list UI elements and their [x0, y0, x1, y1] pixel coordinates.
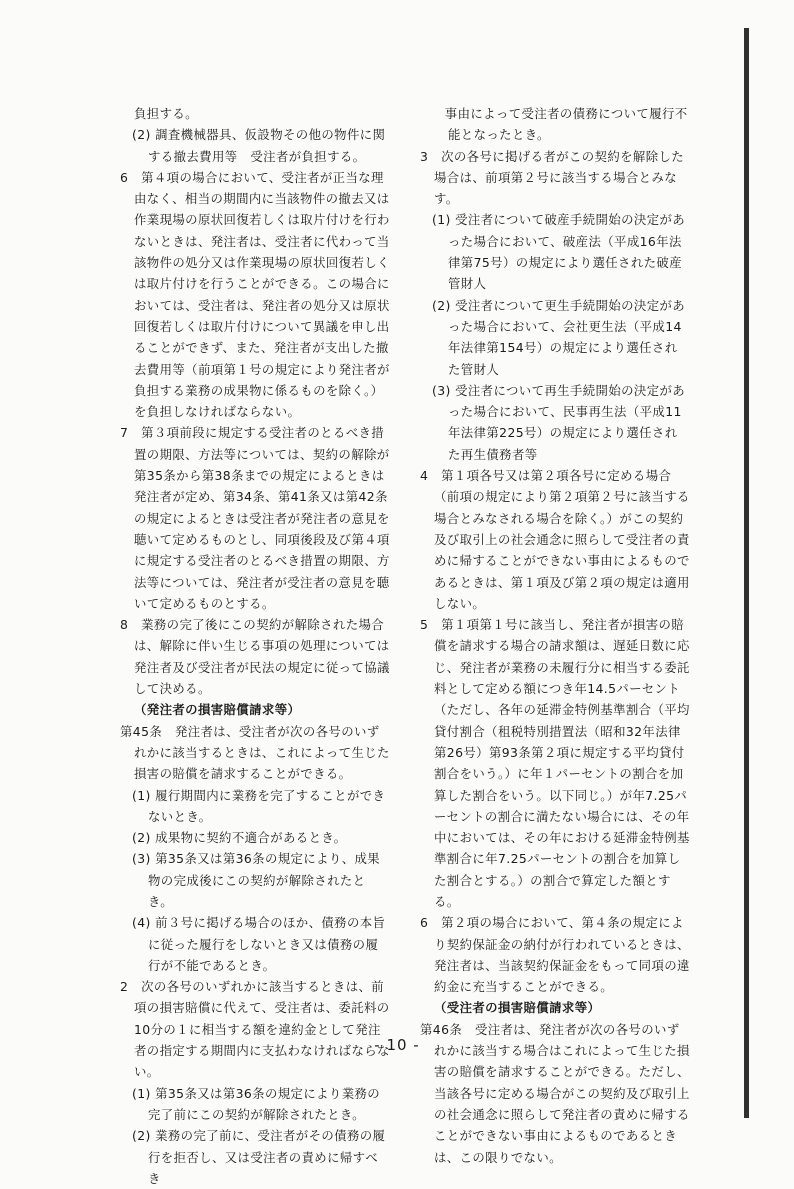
left-para-4: 8 業務の完了後にこの契約が解除された場合は、解除に伴い生じる事項の処理については発注者及び受注者が民法の規定に従って協議して決める。 — [120, 617, 390, 697]
left-item-12: (1) 第35条又は第36条の規定により業務の完了前にこの契約が解除されたとき。 — [132, 1085, 381, 1122]
left-item-7: (1) 履行期間内に業務を完了することができないとき。 — [132, 787, 386, 824]
right-para-5: 4 第１項各号又は第２項各号に定める場合（前項の規定により第２項第２号に該当する場合とみなされる場合を除く。）がこの契約及び取引上の社会通念に照らして受注者の責めに帰することができない事由によるものであるときは、第１項及び第２項の規定は適用しない。 — [420, 468, 690, 611]
section-heading: （受注者の損害賠償請求等） — [434, 1000, 601, 1016]
binding-edge — [744, 28, 749, 1118]
right-item-3: (2) 受注者について更生手続開始の決定があった場合において、会社更生法（平成14年法律第154号）の規定により選任された管財人 — [432, 297, 686, 377]
right-column — [420, 103, 690, 1168]
left-item-10: (4) 前３号に掲げる場合のほか、債務の本旨に従った履行をしないとき又は債務の履行が不能であるとき。 — [132, 915, 386, 973]
section-heading: （発注者の損害賠償請求等） — [134, 702, 301, 718]
left-para-3: 7 第３項前段に規定する受注者のとるべき措置の期限、方法等については、契約の解除が第35条から第38条までの規定によるときは発注者が定め、第34条、第41条又は第42条の規定によるときは受注者が発注者の意見を聴いて定めるものとし、同項後段及び第４項に規定する受注者のとるべき措置の期限、方法等については、発注者が受注者の意見を聴いて定めるものとする。 — [120, 425, 390, 611]
left-item-9: (3) 第35条又は第36条の規定により、成果物の完成後にこの契約が解除されたとき。 — [132, 851, 381, 909]
right-item-4: (3) 受注者について再生手続開始の決定があった場合において、民事再生法（平成11年法律第225号）の規定により選任された再生債務者等 — [432, 382, 686, 462]
right-para-6: 5 第１項第１号に該当し、発注者が損害の賠償を請求する場合の請求額は、遅延日数に応じ、発注者が業務の未履行分に相当する委託料として定める額につき年14.5パーセント（ただし、各年の延滞金特例基準割合（平均貸付割合（租税特別措置法（昭和32年法律第26号）第93条第２項に規定する平均貸付割合をいう。）に年１パーセントの割合を加算した割合をいう。以下同じ。）が年7.25パーセントの割合に満たない場合には、その年中においては、その年における延滞金特例基準割合に年7.25パーセントの割合を加算した割合とする。）の割合で算定した額とする。 — [420, 617, 690, 909]
left-para-11: 2 次の各号のいずれかに該当するときは、前項の損害賠償に代えて、受注者は、委託料の10分の１に相当する額を違約金として発注者の指定する期間内に支払わなければならない。 — [120, 979, 390, 1080]
left-item-1: (2) 調査機械器具、仮設物その他の物件に関する撤去費用等 受注者が負担する。 — [132, 127, 386, 164]
left-item-8: (2) 成果物に契約不適合があるとき。 — [132, 830, 347, 846]
left-para-2: 6 第４項の場合において、受注者が正当な理由なく、相当の期間内に当該物件の撤去又は作業現場の原状回復若しくは取片付けを行わないときは、発注者は、受注者に代わって当該物件の処分又は作業現場の原状回復若しくは取片付けを行うことができる。この場合においては、受注者は、発注者の処分又は原状回復若しくは取片付けについて異議を申し出ることができず、また、発注者が支出した撤去費用等（前項第１号の規定により発注者が負担する業務の成果物に係るものを除く。）を負担しなければならない。 — [120, 169, 390, 420]
right-para-1: 3 次の各号に掲げる者がこの契約を解除した場合は、前項第２号に該当する場合とみなす。 — [420, 148, 685, 207]
article-45: 第45条 発注者は、受注者が次の各号のいずれかに該当するときは、これによって生じた損害の賠償を請求することができる。 — [120, 723, 390, 782]
article-46: 第46条 受注者は、発注者が次の各号のいずれかに該当する場合はこれによって生じた損害の賠償を請求することができる。ただし、当該各号に定める場合がこの契約及び取引上の社会通念に照らして発注者の責めに帰することができない事由によるものであるときは、この限りでない。 — [420, 1021, 690, 1165]
left-item-13: (2) 業務の完了前に、受注者がその債務の履行を拒否し、又は受注者の責めに帰すべき — [132, 1128, 386, 1186]
left-para-0: 負担する。 — [134, 106, 198, 121]
right-item-2: (1) 受注者について破産手続開始の決定があった場合において、破産法（平成16年法律第75号）の規定により選任された破産管財人 — [432, 212, 686, 292]
page-number: - 10 - — [374, 1036, 420, 1054]
left-column — [120, 103, 390, 1189]
right-para-7: 6 第２項の場合において、第４条の規定により契約保証金の納付が行われているときは、発注者は、当該契約保証金をもって同項の違約金に充当することができる。 — [420, 915, 690, 995]
right-item-0: 事由によって受注者の債務について履行不能となったとき。 — [432, 106, 688, 143]
